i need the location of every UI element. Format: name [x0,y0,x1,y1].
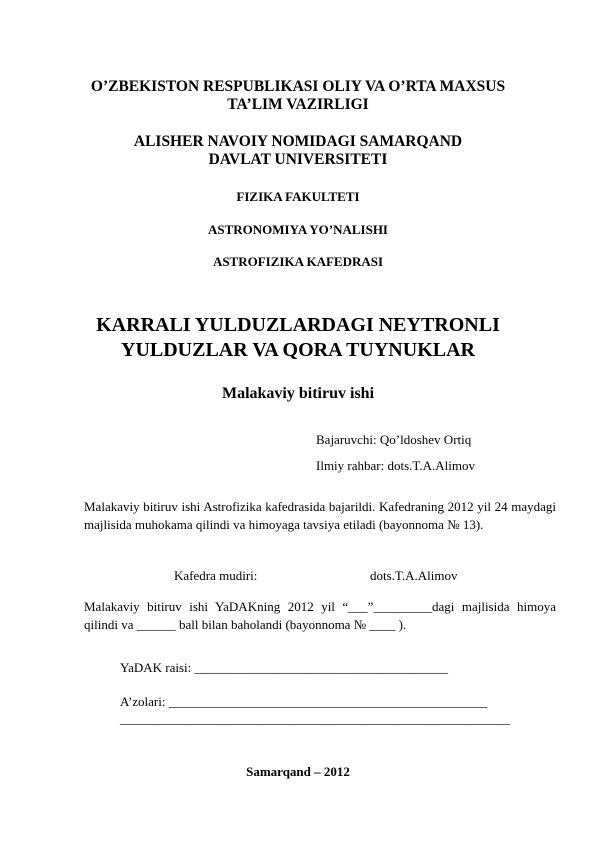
university-line-2: DAVLAT UNIVERSITETI [208,151,388,168]
department-head-name: dots.T.A.Alimov [370,568,458,583]
place-and-year: Samarqand – 2012 [246,764,350,779]
department-head-label: Kafedra mudiri: [174,568,258,583]
faculty-name: FIZIKA FAKULTETI [236,189,360,204]
thesis-type: Malakaviy bitiruv ishi [221,385,375,402]
commission-members-line-2: ____________________________________________________________ [120,711,510,726]
thesis-title-line-2: YULDUZLAR VA QORA TUYNUKLAR [121,339,475,361]
commission-members-line: A’zolari: _________________________________________________ [120,694,488,709]
direction-name: ASTRONOMIYA YO’NALISHI [208,222,388,237]
ministry-line-2: TA’LIM VAZIRLIGI [227,96,369,113]
ministry-line-1: O’ZBEKISTON RESPUBLIKASI OLIY VA O’RTA MAXSUS [90,78,506,95]
thesis-title-line-1: KARRALI YULDUZLARDAGI NEYTRONLI [96,314,500,336]
performer-line: Bajaruvchi: Qo’ldoshev Ortiq [316,432,472,447]
approval-paragraph: Malakaviy bitiruv ishi Astrofizika kafedrasida bajarildi. Kafedraning 2012 yil 24 maydagi majlisida muhokama qilindi va himoyaga tavsiya etiladi (bayonnoma № 13). [84,499,556,532]
university-line-1: ALISHER NAVOIY NOMIDAGI SAMARQAND [133,133,463,150]
supervisor-line: Ilmiy rahbar: dots.T.A.Alimov [316,458,475,473]
commission-chair-line: YaDAK raisi: _______________________________________ [120,660,449,675]
defense-paragraph: Malakaviy bitiruv ishi YaDAKning 2012 yil “___”_________dagi majlisida himoya qilindi va ______ ball bilan baholandi (bayonnoma № ____ ). [84,599,556,632]
department-name: ASTROFIZIKA KAFEDRASI [212,254,384,269]
